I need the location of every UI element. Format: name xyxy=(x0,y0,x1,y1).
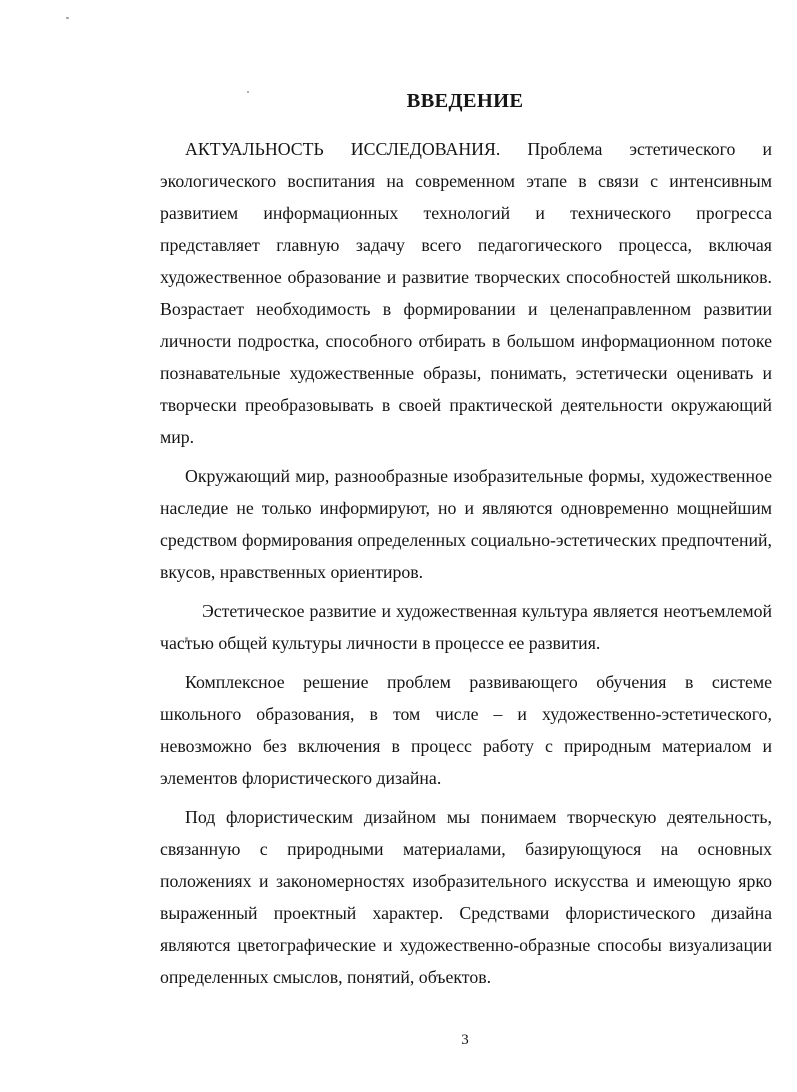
page-title: ВВЕДЕНИЕ xyxy=(406,90,524,112)
paragraph-surrounding-world: Окружающий мир, разнообразные изобразительные формы, художественное наследие не только информируют, но и являются одновременно мощнейшим средством формирования определенных социально-эстетических предпочтений, вкусов, нравственных ориентиров. xyxy=(160,466,772,582)
scan-speck xyxy=(66,17,69,19)
body-text xyxy=(160,133,772,993)
paragraph-aesthetic-development: Эстетическое развитие и художественная культура является неотъемлемой частью общей культуры личности в процессе ее развития. xyxy=(160,601,772,653)
paragraph-complex-solution: Комплексное решение проблем развивающего обучения в системе школьного образования, в том числе – и художественно-эстетического, невозможно без включения в процесс работу с природным материалом и элементов флористического дизайна. xyxy=(160,672,772,788)
paragraph-floristic-design: Под флористическим дизайном мы понимаем творческую деятельность, связанную с природными материалами, базирующуюся на основных положениях и закономерностях изобразительного искусства и имеющую ярко выраженный проектный характер. Средствами флористического дизайна являются цветографические и художественно-образные способы визуализации определенных смыслов, понятий, объектов. xyxy=(160,807,772,987)
page-number: 3 xyxy=(461,1032,469,1048)
paragraph-relevance: АКТУАЛЬНОСТЬ ИССЛЕДОВАНИЯ. Проблема эстетического и экологического воспитания на современном этапе в связи с интенсивным развитием информационных технологий и технического прогресса представляет главную задачу всего педагогического процесса, включая художественное образование и развитие творческих способностей школьников. Возрастает необходимость в формировании и целенаправленном развитии личности подростка, способного отбирать в большом информационном потоке познавательные художественные образы, понимать, эстетически оценивать и творчески преобразовывать в своей практической деятельности окружающий мир. xyxy=(160,139,772,447)
